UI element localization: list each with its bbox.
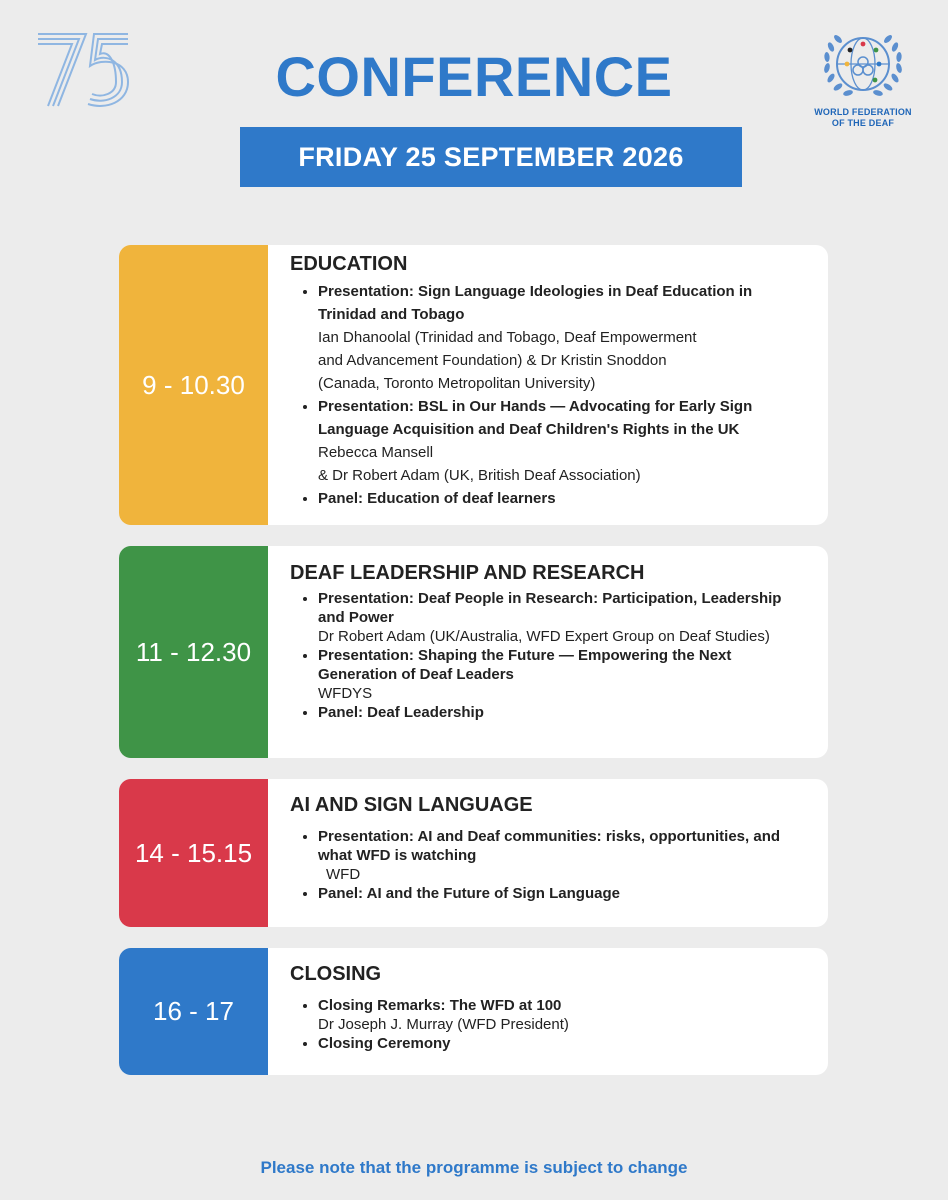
list-item (318, 280, 810, 395)
item-speaker: (Canada, Toronto Metropolitan University) (318, 375, 596, 392)
org-name-line2: OF THE DEAF (831, 118, 895, 128)
list-item (318, 703, 810, 722)
session-heading: AI AND SIGN LANGUAGE (290, 794, 533, 816)
item-title: Presentation: Shaping the Future — Empowering the Next Generation of Deaf Leaders (318, 647, 732, 683)
item-title: Panel: Deaf Leadership (318, 704, 484, 721)
page-title: CONFERENCE (275, 45, 673, 108)
list-item (318, 996, 810, 1034)
session-items (290, 589, 810, 722)
item-title: Presentation: Sign Language Ideologies in Deaf Education in Trinidad and Tobago (318, 283, 753, 323)
session-time: 16 - 17 (119, 948, 268, 1075)
list-item (318, 1034, 810, 1053)
list-item (318, 395, 810, 487)
session-card-ai (119, 779, 828, 927)
session-heading: DEAF LEADERSHIP AND RESEARCH (290, 562, 645, 584)
session-time: 9 - 10.30 (119, 245, 268, 525)
session-items (290, 280, 810, 510)
session-items (290, 827, 810, 903)
list-item (318, 487, 810, 510)
list-item (318, 589, 810, 646)
item-speaker: Ian Dhanoolal (Trinidad and Tobago, Deaf Empowerment (318, 329, 697, 346)
item-title: Presentation: AI and Deaf communities: risks, opportunities, and what WFD is watching (318, 828, 781, 864)
session-heading: CLOSING (290, 963, 382, 985)
item-speaker: Dr Robert Adam (UK/Australia, WFD Expert Group on Deaf Studies) (318, 628, 770, 645)
list-item (318, 646, 810, 703)
item-title: Presentation: Deaf People in Research: Participation, Leadership and Power (318, 590, 782, 626)
item-title: Presentation: BSL in Our Hands — Advocating for Early Sign Language Acquisition and Deaf Children's Rights in the UK (318, 398, 753, 438)
item-title: Closing Ceremony (318, 1035, 451, 1052)
session-items (290, 996, 810, 1053)
footer-note: Please note that the programme is subject to change (260, 1158, 688, 1177)
session-card-leadership (119, 546, 828, 758)
item-title: Panel: Education of deaf learners (318, 490, 556, 507)
item-speaker: and Advancement Foundation) & Dr Kristin Snoddon (318, 352, 667, 369)
item-speaker: Rebecca Mansell (318, 444, 434, 461)
session-heading: EDUCATION (290, 253, 408, 275)
session-card-closing (119, 948, 828, 1075)
list-item (318, 884, 810, 903)
session-card-education (119, 245, 828, 525)
session-time: 14 - 15.15 (119, 779, 268, 927)
item-speaker: WFDYS (318, 685, 373, 702)
org-name-line1: WORLD FEDERATION (814, 107, 912, 117)
list-item (318, 827, 810, 884)
date-banner: FRIDAY 25 SEPTEMBER 2026 (240, 127, 742, 187)
item-speaker: & Dr Robert Adam (UK, British Deaf Association) (318, 467, 641, 484)
item-title: Panel: AI and the Future of Sign Language (318, 885, 620, 902)
item-title: Closing Remarks: The WFD at 100 (318, 997, 562, 1014)
item-speaker: Dr Joseph J. Murray (WFD President) (318, 1016, 569, 1033)
item-speaker: WFD (326, 866, 361, 883)
session-time: 11 - 12.30 (119, 546, 268, 758)
